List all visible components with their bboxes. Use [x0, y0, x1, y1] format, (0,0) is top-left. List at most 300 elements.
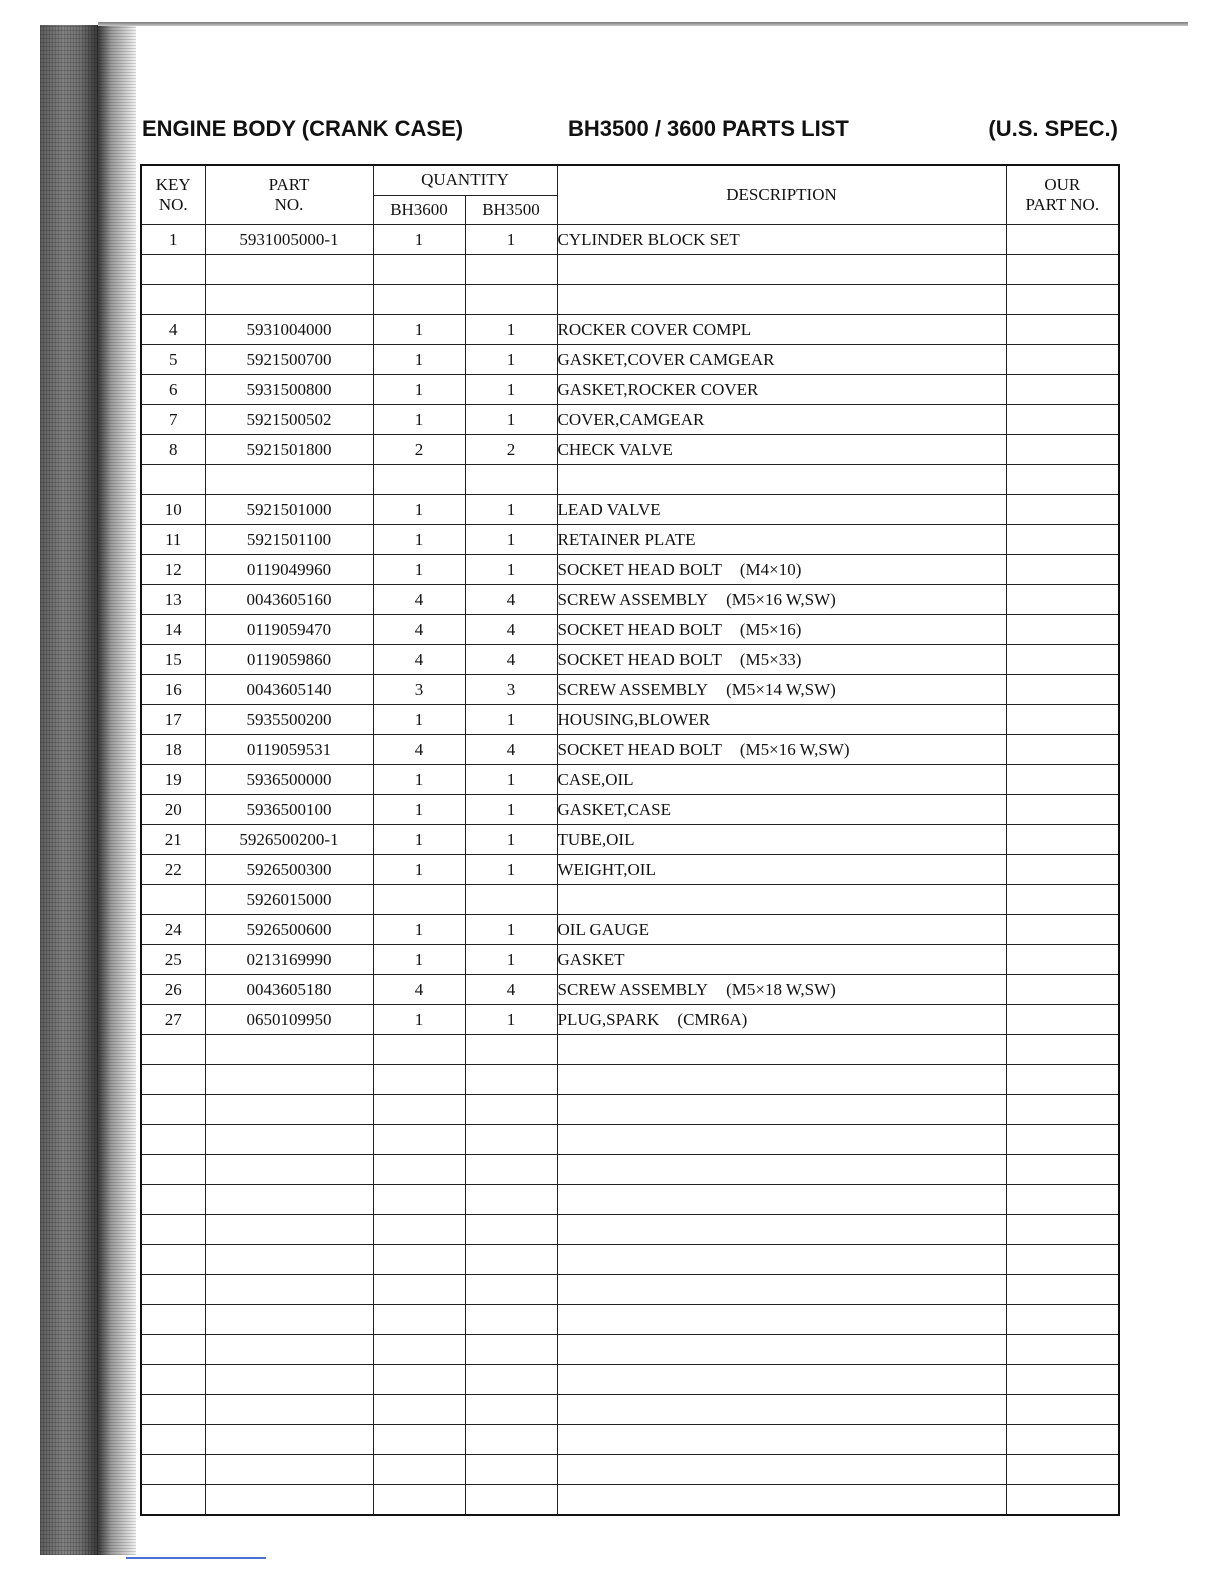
table-row: [141, 1125, 1119, 1155]
key-no-cell: 24: [141, 915, 205, 945]
table-row: [141, 525, 1119, 555]
table-row: [141, 1365, 1119, 1395]
key-no-cell: 6: [141, 375, 205, 405]
part-no-cell: 0119049960: [205, 555, 373, 585]
description-cell: [557, 1155, 1006, 1185]
part-no-cell: [205, 1095, 373, 1125]
description-cell: [557, 735, 1006, 765]
qty-bh3500-cell: 1: [465, 375, 557, 405]
key-no-cell: 18: [141, 735, 205, 765]
description-text: PLUG,SPARK: [557, 1010, 660, 1029]
table-row: [141, 765, 1119, 795]
table-row: [141, 285, 1119, 315]
part-no-cell: [205, 1395, 373, 1425]
part-no-cell: [205, 1035, 373, 1065]
description-cell: [557, 585, 1006, 615]
description-cell: [557, 1245, 1006, 1275]
key-no-cell: 10: [141, 495, 205, 525]
qty-bh3500-cell: [465, 1245, 557, 1275]
description-cell: [557, 825, 1006, 855]
table-row: [141, 1005, 1119, 1035]
qty-bh3500-cell: 1: [465, 795, 557, 825]
description-cell: [557, 1335, 1006, 1365]
part-no-cell: [205, 1455, 373, 1485]
key-no-cell: 20: [141, 795, 205, 825]
description-spec: (CMR6A): [677, 1010, 748, 1029]
part-no-cell: [205, 465, 373, 495]
qty-bh3500-cell: [465, 1455, 557, 1485]
qty-bh3500-cell: [465, 1425, 557, 1455]
key-no-cell: [141, 1485, 205, 1516]
part-no-cell: 5936500100: [205, 795, 373, 825]
table-row: [141, 1395, 1119, 1425]
part-no-cell: [205, 1215, 373, 1245]
our-part-no-cell: [1006, 555, 1119, 585]
our-part-no-cell: [1006, 525, 1119, 555]
key-no-cell: [141, 1365, 205, 1395]
key-no-cell: [141, 1425, 205, 1455]
column-header-bh3500: BH3500: [465, 195, 557, 225]
key-no-cell: [141, 1245, 205, 1275]
description-cell: [557, 705, 1006, 735]
description-cell: [557, 1425, 1006, 1455]
our-part-no-cell: [1006, 735, 1119, 765]
qty-bh3600-cell: [373, 285, 465, 315]
our-part-no-cell: [1006, 975, 1119, 1005]
our-part-no-cell: [1006, 885, 1119, 915]
description-cell: [557, 435, 1006, 465]
table-row: [141, 345, 1119, 375]
key-no-cell: [141, 285, 205, 315]
table-row: [141, 915, 1119, 945]
qty-bh3500-cell: [465, 255, 557, 285]
qty-bh3500-cell: [465, 1035, 557, 1065]
description-cell: [557, 615, 1006, 645]
page-header: [142, 112, 1118, 152]
description-cell: [557, 645, 1006, 675]
column-header-part-no: [205, 165, 373, 225]
qty-bh3600-cell: 1: [373, 1005, 465, 1035]
key-no-cell: 1: [141, 225, 205, 255]
description-spec: (M4×10): [739, 560, 802, 579]
key-no-cell: [141, 1305, 205, 1335]
qty-bh3500-cell: 1: [465, 315, 557, 345]
description-text: ROCKER COVER COMPL: [557, 320, 752, 339]
part-no-cell: 0043605140: [205, 675, 373, 705]
description-cell: [557, 1215, 1006, 1245]
our-part-no-cell: [1006, 465, 1119, 495]
description-text: CHECK VALVE: [557, 440, 673, 459]
key-no-cell: 21: [141, 825, 205, 855]
column-header-our-part-no: [1006, 165, 1119, 225]
qty-bh3600-cell: [373, 1095, 465, 1125]
description-cell: [557, 795, 1006, 825]
our-part-no-cell: [1006, 375, 1119, 405]
qty-bh3500-cell: 1: [465, 1005, 557, 1035]
description-text: OIL GAUGE: [557, 920, 649, 939]
part-no-cell: 5935500200: [205, 705, 373, 735]
table-row: [141, 1305, 1119, 1335]
qty-bh3600-cell: 1: [373, 825, 465, 855]
table-row: [141, 405, 1119, 435]
page-gutter-shadow: [98, 25, 136, 1555]
key-no-cell: [141, 1335, 205, 1365]
description-text: SOCKET HEAD BOLT: [557, 620, 722, 639]
column-header-our-part-no-label: OUR PART NO.: [1025, 175, 1100, 214]
part-no-cell: 5921500700: [205, 345, 373, 375]
qty-bh3500-cell: [465, 1065, 557, 1095]
table-row: [141, 825, 1119, 855]
description-cell: [557, 555, 1006, 585]
our-part-no-cell: [1006, 1035, 1119, 1065]
qty-bh3600-cell: [373, 1395, 465, 1425]
table-row: [141, 1185, 1119, 1215]
qty-bh3500-cell: 3: [465, 675, 557, 705]
qty-bh3600-cell: [373, 1485, 465, 1516]
qty-bh3500-cell: 1: [465, 825, 557, 855]
description-spec: (M5×33): [739, 650, 802, 669]
table-row: [141, 1215, 1119, 1245]
description-spec: (M5×18 W,SW): [726, 980, 836, 999]
description-cell: [557, 1275, 1006, 1305]
our-part-no-cell: [1006, 315, 1119, 345]
our-part-no-cell: [1006, 1395, 1119, 1425]
part-no-cell: 5931005000-1: [205, 225, 373, 255]
table-row: [141, 465, 1119, 495]
qty-bh3500-cell: 2: [465, 435, 557, 465]
part-no-cell: [205, 1065, 373, 1095]
qty-bh3600-cell: [373, 1245, 465, 1275]
table-row: [141, 1275, 1119, 1305]
description-text: SOCKET HEAD BOLT: [557, 650, 722, 669]
key-no-cell: 12: [141, 555, 205, 585]
qty-bh3500-cell: [465, 285, 557, 315]
qty-bh3600-cell: [373, 1035, 465, 1065]
description-cell: [557, 345, 1006, 375]
description-cell: [557, 1485, 1006, 1516]
column-header-key-no-label: KEY NO.: [155, 175, 191, 214]
table-row: [141, 255, 1119, 285]
description-text: CYLINDER BLOCK SET: [557, 230, 740, 249]
part-no-cell: 5926500300: [205, 855, 373, 885]
part-no-cell: 5936500000: [205, 765, 373, 795]
part-no-cell: 5931004000: [205, 315, 373, 345]
qty-bh3600-cell: [373, 1125, 465, 1155]
table-row: [141, 705, 1119, 735]
part-no-cell: [205, 1365, 373, 1395]
description-cell: [557, 915, 1006, 945]
description-cell: [557, 465, 1006, 495]
parts-table-body: [141, 225, 1119, 1516]
key-no-cell: [141, 1215, 205, 1245]
qty-bh3600-cell: 1: [373, 315, 465, 345]
qty-bh3500-cell: [465, 1395, 557, 1425]
description-spec: (M5×16 W,SW): [739, 740, 850, 759]
table-row: [141, 315, 1119, 345]
description-cell: [557, 1095, 1006, 1125]
qty-bh3600-cell: 4: [373, 615, 465, 645]
description-cell: [557, 1395, 1006, 1425]
document-title: BH3500 / 3600 PARTS LIST: [568, 116, 849, 141]
qty-bh3500-cell: 1: [465, 525, 557, 555]
parts-table: [140, 164, 1120, 1516]
key-no-cell: 25: [141, 945, 205, 975]
part-no-cell: [205, 1125, 373, 1155]
part-no-cell: 0213169990: [205, 945, 373, 975]
our-part-no-cell: [1006, 645, 1119, 675]
our-part-no-cell: [1006, 435, 1119, 465]
description-cell: [557, 1305, 1006, 1335]
key-no-cell: 19: [141, 765, 205, 795]
qty-bh3600-cell: [373, 1215, 465, 1245]
description-cell: [557, 1065, 1006, 1095]
qty-bh3600-cell: [373, 1275, 465, 1305]
qty-bh3600-cell: [373, 885, 465, 915]
description-cell: [557, 285, 1006, 315]
description-cell: [557, 855, 1006, 885]
qty-bh3600-cell: [373, 1365, 465, 1395]
description-cell: [557, 675, 1006, 705]
qty-bh3500-cell: [465, 1275, 557, 1305]
table-row: [141, 435, 1119, 465]
qty-bh3600-cell: [373, 1155, 465, 1185]
key-no-cell: 5: [141, 345, 205, 375]
our-part-no-cell: [1006, 405, 1119, 435]
our-part-no-cell: [1006, 1185, 1119, 1215]
qty-bh3600-cell: 4: [373, 645, 465, 675]
qty-bh3500-cell: 4: [465, 735, 557, 765]
description-cell: [557, 255, 1006, 285]
table-row: [141, 795, 1119, 825]
our-part-no-cell: [1006, 1005, 1119, 1035]
qty-bh3600-cell: 4: [373, 975, 465, 1005]
qty-bh3500-cell: 4: [465, 585, 557, 615]
table-row: [141, 735, 1119, 765]
description-text: COVER,CAMGEAR: [557, 410, 705, 429]
our-part-no-cell: [1006, 1425, 1119, 1455]
our-part-no-cell: [1006, 945, 1119, 975]
key-no-cell: 17: [141, 705, 205, 735]
qty-bh3500-cell: 1: [465, 855, 557, 885]
key-no-cell: [141, 1455, 205, 1485]
table-row: [141, 585, 1119, 615]
key-no-cell: [141, 1095, 205, 1125]
qty-bh3500-cell: 1: [465, 555, 557, 585]
part-no-cell: [205, 1245, 373, 1275]
qty-bh3500-cell: 1: [465, 705, 557, 735]
our-part-no-cell: [1006, 1215, 1119, 1245]
description-text: GASKET,CASE: [557, 800, 672, 819]
our-part-no-cell: [1006, 1065, 1119, 1095]
part-no-cell: 0119059470: [205, 615, 373, 645]
part-no-cell: [205, 1275, 373, 1305]
our-part-no-cell: [1006, 1125, 1119, 1155]
qty-bh3600-cell: 1: [373, 345, 465, 375]
qty-bh3600-cell: [373, 1455, 465, 1485]
our-part-no-cell: [1006, 915, 1119, 945]
qty-bh3500-cell: [465, 1335, 557, 1365]
qty-bh3600-cell: 1: [373, 495, 465, 525]
qty-bh3500-cell: [465, 1215, 557, 1245]
our-part-no-cell: [1006, 1335, 1119, 1365]
key-no-cell: 26: [141, 975, 205, 1005]
part-no-cell: [205, 1425, 373, 1455]
description-cell: [557, 765, 1006, 795]
key-no-cell: [141, 1185, 205, 1215]
qty-bh3500-cell: [465, 1485, 557, 1516]
book-spine-shadow: [40, 25, 98, 1555]
part-no-cell: 0650109950: [205, 1005, 373, 1035]
table-row: [141, 975, 1119, 1005]
qty-bh3600-cell: [373, 1335, 465, 1365]
table-row: [141, 555, 1119, 585]
description-cell: [557, 975, 1006, 1005]
description-cell: [557, 525, 1006, 555]
table-row: [141, 1095, 1119, 1125]
description-cell: [557, 945, 1006, 975]
description-spec: (M5×16 W,SW): [726, 590, 836, 609]
key-no-cell: 16: [141, 675, 205, 705]
our-part-no-cell: [1006, 795, 1119, 825]
description-text: SCREW ASSEMBLY: [557, 680, 709, 699]
description-spec: (M5×14 W,SW): [726, 680, 836, 699]
qty-bh3600-cell: 1: [373, 225, 465, 255]
qty-bh3500-cell: 1: [465, 915, 557, 945]
page-top-edge: [98, 22, 1188, 26]
qty-bh3600-cell: 1: [373, 555, 465, 585]
table-row: [141, 615, 1119, 645]
qty-bh3500-cell: 1: [465, 225, 557, 255]
part-no-cell: [205, 255, 373, 285]
part-no-cell: [205, 1155, 373, 1185]
our-part-no-cell: [1006, 585, 1119, 615]
table-row: [141, 1455, 1119, 1485]
description-text: TUBE,OIL: [557, 830, 635, 849]
description-text: GASKET,ROCKER COVER: [557, 380, 759, 399]
our-part-no-cell: [1006, 285, 1119, 315]
part-no-cell: 5921501800: [205, 435, 373, 465]
our-part-no-cell: [1006, 255, 1119, 285]
qty-bh3500-cell: [465, 1305, 557, 1335]
table-row: [141, 1485, 1119, 1516]
qty-bh3500-cell: 1: [465, 765, 557, 795]
qty-bh3600-cell: 1: [373, 375, 465, 405]
description-text: SCREW ASSEMBLY: [557, 980, 709, 999]
qty-bh3500-cell: 1: [465, 405, 557, 435]
key-no-cell: 14: [141, 615, 205, 645]
qty-bh3600-cell: 1: [373, 405, 465, 435]
table-row: [141, 225, 1119, 255]
our-part-no-cell: [1006, 825, 1119, 855]
part-no-cell: 5921501000: [205, 495, 373, 525]
description-text: WEIGHT,OIL: [557, 860, 656, 879]
qty-bh3600-cell: [373, 1425, 465, 1455]
our-part-no-cell: [1006, 1275, 1119, 1305]
qty-bh3600-cell: 1: [373, 855, 465, 885]
description-text: SOCKET HEAD BOLT: [557, 740, 722, 759]
qty-bh3500-cell: 4: [465, 615, 557, 645]
qty-bh3500-cell: [465, 1365, 557, 1395]
part-no-cell: 0043605160: [205, 585, 373, 615]
column-header-quantity: QUANTITY: [373, 165, 557, 195]
key-no-cell: 8: [141, 435, 205, 465]
column-header-part-no-label: PART NO.: [268, 175, 310, 214]
column-header-bh3600: BH3600: [373, 195, 465, 225]
our-part-no-cell: [1006, 675, 1119, 705]
our-part-no-cell: [1006, 1485, 1119, 1516]
key-no-cell: [141, 1065, 205, 1095]
part-no-cell: 0119059860: [205, 645, 373, 675]
key-no-cell: [141, 1155, 205, 1185]
bottom-edge-mark: [126, 1557, 266, 1559]
part-no-cell: 5926500200-1: [205, 825, 373, 855]
key-no-cell: 27: [141, 1005, 205, 1035]
part-no-cell: [205, 1485, 373, 1516]
qty-bh3600-cell: [373, 1305, 465, 1335]
table-row: [141, 495, 1119, 525]
part-no-cell: [205, 1335, 373, 1365]
description-cell: [557, 1455, 1006, 1485]
qty-bh3600-cell: [373, 1065, 465, 1095]
qty-bh3500-cell: [465, 1125, 557, 1155]
section-title: ENGINE BODY (CRANK CASE): [142, 116, 464, 141]
description-text: HOUSING,BLOWER: [557, 710, 711, 729]
table-row: [141, 885, 1119, 915]
table-row: [141, 375, 1119, 405]
description-cell: [557, 375, 1006, 405]
part-no-cell: 5931500800: [205, 375, 373, 405]
description-cell: [557, 495, 1006, 525]
key-no-cell: [141, 1035, 205, 1065]
qty-bh3500-cell: [465, 885, 557, 915]
our-part-no-cell: [1006, 855, 1119, 885]
key-no-cell: [141, 465, 205, 495]
table-row: [141, 1425, 1119, 1455]
part-no-cell: [205, 1185, 373, 1215]
qty-bh3500-cell: [465, 1095, 557, 1125]
table-row: [141, 1155, 1119, 1185]
description-text: SOCKET HEAD BOLT: [557, 560, 722, 579]
table-row: [141, 945, 1119, 975]
qty-bh3500-cell: 1: [465, 345, 557, 375]
part-no-cell: 0119059531: [205, 735, 373, 765]
qty-bh3500-cell: 4: [465, 975, 557, 1005]
qty-bh3600-cell: 1: [373, 765, 465, 795]
table-row: [141, 1035, 1119, 1065]
description-cell: [557, 1035, 1006, 1065]
our-part-no-cell: [1006, 705, 1119, 735]
our-part-no-cell: [1006, 765, 1119, 795]
description-text: RETAINER PLATE: [557, 530, 696, 549]
spec-label: (U.S. SPEC.): [988, 116, 1118, 141]
part-no-cell: 5921500502: [205, 405, 373, 435]
qty-bh3500-cell: 4: [465, 645, 557, 675]
description-text: CASE,OIL: [557, 770, 634, 789]
part-no-cell: [205, 285, 373, 315]
qty-bh3500-cell: 1: [465, 495, 557, 525]
part-no-cell: 5926500600: [205, 915, 373, 945]
description-cell: [557, 1005, 1006, 1035]
part-no-cell: 5926015000: [205, 885, 373, 915]
qty-bh3600-cell: [373, 255, 465, 285]
our-part-no-cell: [1006, 1095, 1119, 1125]
column-header-description: DESCRIPTION: [557, 165, 1006, 225]
key-no-cell: [141, 1125, 205, 1155]
qty-bh3600-cell: 2: [373, 435, 465, 465]
key-no-cell: 7: [141, 405, 205, 435]
qty-bh3600-cell: [373, 465, 465, 495]
column-header-key-no: [141, 165, 205, 225]
